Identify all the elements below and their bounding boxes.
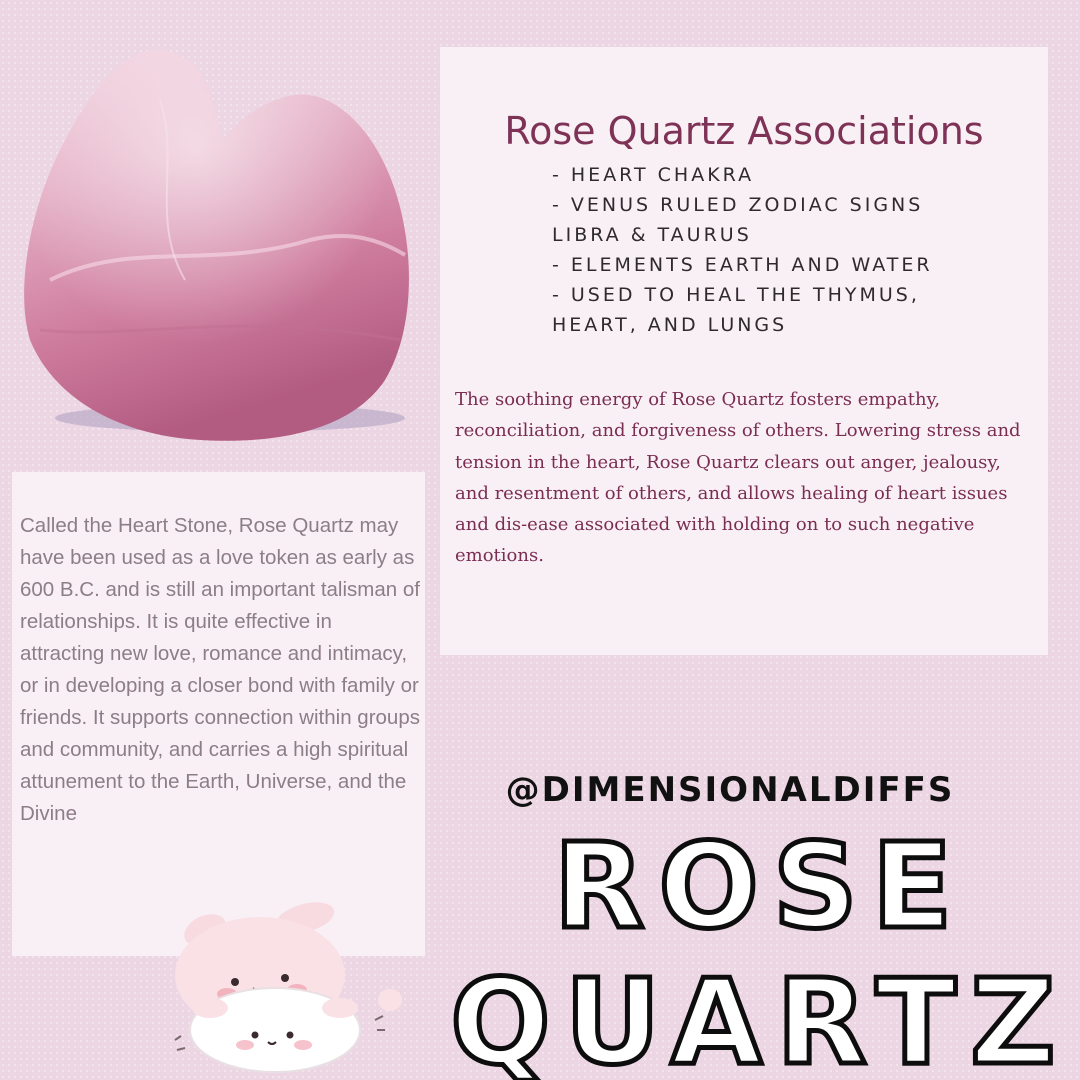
associations-description: The soothing energy of Rose Quartz fosters empathy, reconciliation, and forgiveness of others. Lowering stress and tension in the heart, Rose Quartz clears out anger, jealousy, and resentment of others, and allows healing of heart issues and dis-ease associated with holding on to such negative emotions.	[455, 389, 1021, 567]
association-item: - ELEMENTS EARTH AND WATER	[552, 254, 933, 276]
bunny-cuddle-sticker	[165, 890, 415, 1075]
account-handle: @DIMENSIONALDIFFS	[505, 770, 955, 810]
association-item: - USED TO HEAL THE THYMUS, HEART, AND LUNGS	[552, 284, 920, 336]
associations-title: Rose Quartz Associations	[504, 109, 984, 153]
association-item: - VENUS RULED ZODIAC SIGNS LIBRA & TAURUS	[552, 194, 924, 246]
associations-list	[552, 160, 952, 340]
title-line-1: ROSE	[553, 817, 967, 955]
title-wordmark	[440, 815, 1080, 1080]
rose-quartz-heart-image	[10, 40, 430, 450]
title-line-2: QUARTZ	[450, 953, 1070, 1080]
history-description: Called the Heart Stone, Rose Quartz may have been used as a love token as early as 600 B.C. and is still an important talisman of relationships. It is quite effective in attracting new love, romance and intimacy, or in developing a closer bond with family or friends. It supports connection within groups and community, and carries a high spiritual attunement to the Earth, Universe, and the Divine	[20, 514, 420, 825]
association-item: - HEART CHAKRA	[552, 164, 755, 186]
